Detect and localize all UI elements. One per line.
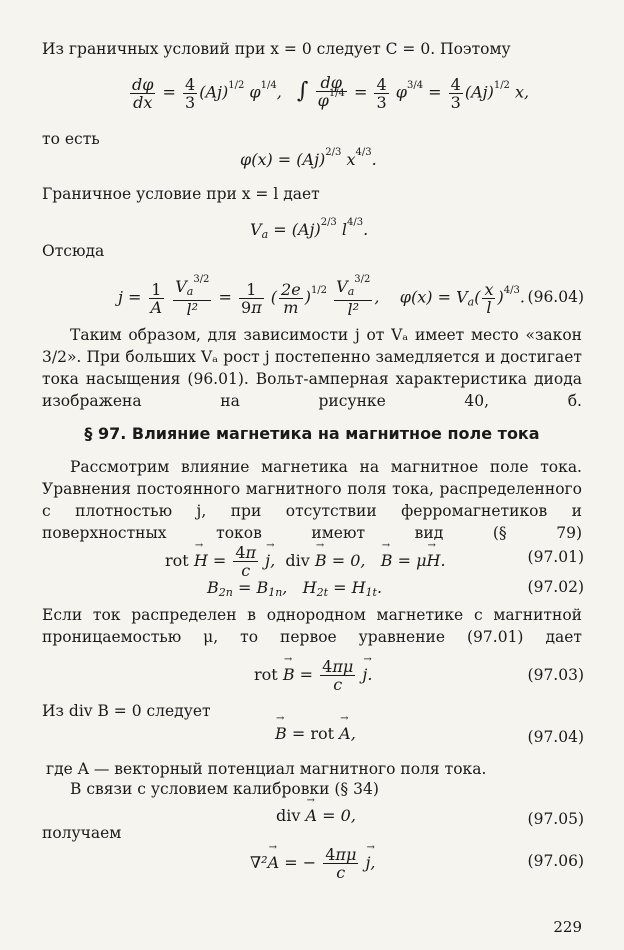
equation-97-05: div → A = 0,: [276, 806, 356, 825]
equation-va: $V_a = (Aj)^{2/3}$ $l^{4/3}$.: [250, 217, 369, 241]
equation-97-04: → B = rot → A,: [275, 724, 356, 743]
equation-number: (97.06): [527, 852, 584, 870]
page-number: 229: [553, 918, 582, 936]
paragraph-from-div: Из div B = 0 следует: [42, 702, 211, 720]
section-heading: § 97. Влияние магнетика на магнитное поле тока: [84, 424, 540, 443]
paragraph-thatis: то есть: [42, 130, 100, 148]
paragraph-magnetic-eqs: Рассмотрим влияние магнетика на магнитное поле тока. Уравнения постоянного магнитного поля тока, распределенного с плотностью j, при отсутствии ферромагнетиков и поверхностных токов имеют вид (§ 79): [42, 458, 582, 542]
equation-number: (97.01): [527, 548, 584, 566]
paragraph-hence: Отсюда: [42, 242, 105, 260]
equation-number: (97.02): [527, 578, 584, 596]
equation-97-03: rot → B = $\frac{4\pi\mu}{c}$ → j.: [254, 658, 372, 693]
equation-96-04: j = $\frac{1}{A}$ $\frac{V_a^{3/2}}{\text{l²}}$ = $\frac{1}{9\pi}$ ( $\frac{2e}{m}$ )$^{1/2}$ $\frac{V_a^{3/2}}{\text{l²}}$ , $\varphi(x) = V_a$( $\frac{x}{l}$ )$^{4/3}$.: [118, 274, 525, 319]
equation-phi-x: $\varphi(x) = (Aj)^{2/3}$ $x^{4/3}$.: [240, 147, 377, 169]
paragraph-homogeneous: Если ток распределен в однородном магнетике с магнитной проницаемостью μ, то первое уравнение (97.01) дает: [42, 606, 582, 646]
equation-number: (97.03): [527, 666, 584, 684]
paragraph-gauge: В связи с условием калибровки (§ 34): [70, 780, 379, 798]
equation-number: (97.04): [527, 728, 584, 746]
equation-97-02: $B_{2n} = B_{1n}$, $H_{2t} = H_{1t}$.: [207, 578, 383, 599]
equation-number: (96.04): [527, 288, 584, 306]
paragraph-boundary: Из граничных условий при x = 0 следует C = 0. Поэтому: [42, 40, 511, 58]
paragraph-vector-potential: где A — векторный потенциал магнитного поля тока.: [46, 760, 487, 778]
equation-97-06: ∇²→ A = − $\frac{4\pi\mu}{c}$ → j,: [250, 846, 376, 881]
paragraph-we-get: получаем: [42, 824, 122, 842]
equation-dphi-dx: $\frac{d\varphi}{dx}$ = $\frac{4}{3}$ $(Aj)^{1/2}$ $\varphi^{1/4}$, ∫ $\frac{d\varphi}{\varphi^{1/4}}$ = $\frac{4}{3}$ $\varphi^{3/4}$ = $\frac{4}{3}$ $(Aj)^{1/2}$ x,: [132, 73, 530, 112]
paragraph-boundary-l: Граничное условие при x = l дает: [42, 185, 320, 203]
paragraph-law-3-2: Таким образом, для зависимости j от Vₐ имеет место «закон 3/2». При больших Vₐ рост j постепенно замедляется и достигает тока насыщения (96.01). Вольт-амперная характеристика диода изображена на рисунке 40, б.: [42, 326, 582, 410]
equation-97-01: rot → H = $\frac{4\pi}{c}$ → j, div → B = 0, → B = μ→ H.: [165, 544, 446, 579]
equation-number: (97.05): [527, 810, 584, 828]
